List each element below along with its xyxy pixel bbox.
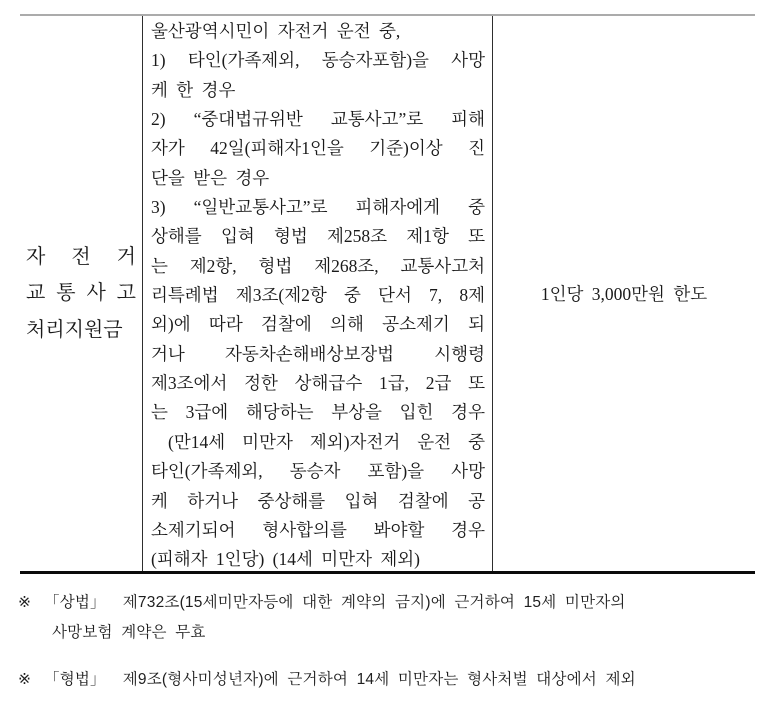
benefit-conditions-cell [143, 16, 493, 571]
condition-line: 는 제2항, 형법 제268조, 교통사고처 [151, 255, 485, 276]
condition-line: 거나 자동차손해배상보장법 시행령 [151, 343, 485, 364]
row-label-line: 자 전 거 [26, 245, 136, 268]
condition-line: (만14세 미만자 제외)자전거 운전 중 [151, 431, 485, 452]
condition-line: 외)에 따라 검찰에 의해 공소제기 되 [151, 314, 485, 335]
condition-line: 타인(가족제외, 동승자 포함)을 사망 [151, 461, 485, 482]
condition-line: 2) “중대법규위반 교통사고”로 피해 [151, 109, 485, 130]
footnote [18, 665, 768, 695]
condition-line: 제3조에서 정한 상해급수 1급, 2급 또 [151, 373, 485, 394]
condition-line: 3) “일반교통사고”로 피해자에게 중 [151, 197, 485, 218]
condition-line: 상해를 입혀 형법 제258조 제1항 또 [151, 226, 485, 247]
condition-line: (피해자 1인당) (14세 미만자 제외) [151, 549, 421, 570]
footnote-body [44, 588, 768, 648]
footnote-body [44, 665, 768, 695]
benefit-name-cell [20, 16, 143, 571]
footnote [18, 588, 768, 648]
benefit-table [20, 14, 755, 574]
benefit-limit-text: 1인당 3,000만원 한도 [540, 284, 708, 304]
footnote-marker: ※ [18, 594, 31, 611]
condition-line: 케 한 경우 [151, 79, 236, 100]
footnotes [18, 588, 768, 695]
footnote-line: 사망보험 계약은 무효 [52, 624, 206, 641]
condition-line: 울산광역시민이 자전거 운전 중, [151, 21, 401, 41]
footnote-line: 「형법」 제9조(형사미성년자)에 근거하여 14세 미만자는 형사처벌 대상에서 제외 [44, 671, 636, 688]
condition-line: 케 하거나 중상해를 입혀 검찰에 공 [151, 490, 485, 511]
condition-line: 자가 42일(피해자1인을 기준)이상 진 [151, 138, 485, 159]
condition-line: 는 3급에 해당하는 부상을 입힌 경우 [151, 402, 485, 423]
row-label-line: 교 통 사 고 [26, 282, 136, 305]
benefit-limit-cell [493, 16, 755, 571]
condition-line: 소제기되어 형사합의를 봐야할 경우 [151, 519, 485, 540]
footnote-line: 「상법」 제732조(15세미만자등에 대한 계약의 금지)에 근거하여 15세 미만자의 [44, 594, 626, 611]
condition-line: 1) 타인(가족제외, 동승자포함)을 사망 [151, 50, 485, 71]
condition-line: 단을 받은 경우 [151, 167, 270, 188]
condition-line: 리특례법 제3조(제2항 중 단서 7, 8제 [151, 285, 485, 306]
footnote-marker: ※ [18, 671, 31, 688]
row-label-line: 처리지원금 [26, 318, 123, 341]
